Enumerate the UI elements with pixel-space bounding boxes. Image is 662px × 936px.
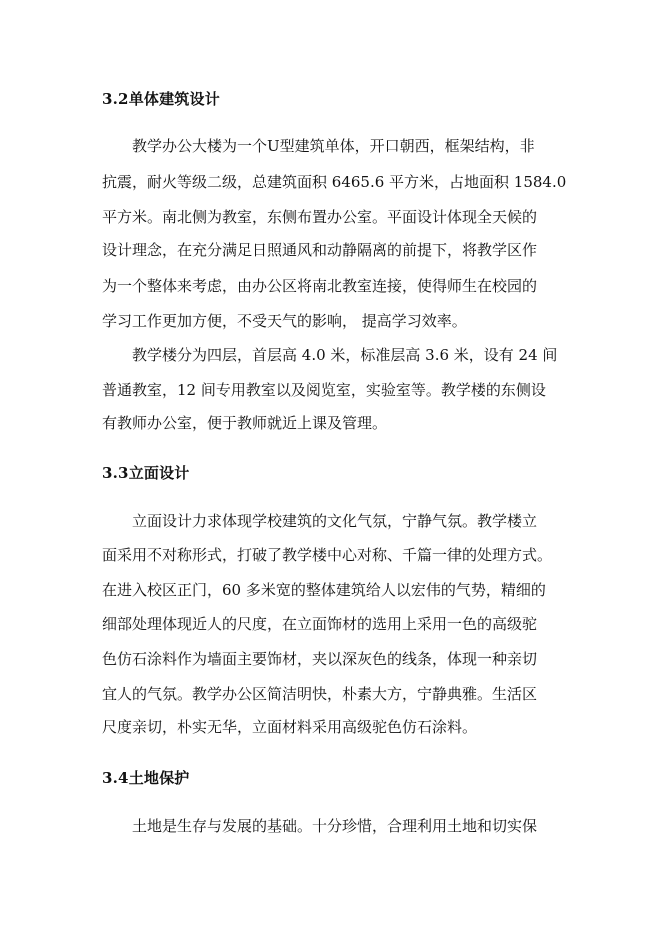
paragraph-line: 为一个整体来考虑，由办公区将南北教室连接，使得师生在校园的	[102, 277, 538, 295]
paragraph-line: 土地是生存与发展的基础。十分珍惜，合理利用土地和切实保	[132, 817, 538, 835]
paragraph-line: 学习工作更加方便，不受天气的影响， 提高学习效率。	[102, 312, 467, 330]
paragraph-line: 教学办公大楼为一个U型建筑单体，开口朝西，框架结构，非	[132, 137, 535, 155]
paragraph-line: 尺度亲切，朴实无华，立面材料采用高级驼色仿石涂料。	[102, 718, 478, 736]
paragraph-line: 教学楼分为四层，首层高 4.0 米，标准层高 3.6 米，设有 24 间	[132, 346, 558, 364]
paragraph-line: 普通教室，12 间专用教室以及阅览室，实验室等。教学楼的东侧设	[102, 381, 546, 399]
paragraph-line: 有教师办公室，便于教师就近上课及管理。	[102, 414, 388, 432]
paragraph-line: 细部处理体现近人的尺度，在立面饰材的选用上采用一色的高级驼	[102, 615, 538, 633]
paragraph-line: 抗震，耐火等级二级，总建筑面积 6465.6 平方米，占地面积 1584.0	[102, 173, 567, 191]
section-heading-3-4: 3.4土地保护	[102, 769, 190, 787]
paragraph-line: 立面设计力求体现学校建筑的文化气氛，宁静气氛。教学楼立	[132, 512, 538, 530]
paragraph-line: 在进入校区正门，60 多米宽的整体建筑给人以宏伟的气势，精细的	[102, 581, 546, 599]
paragraph-line: 色仿石涂料作为墙面主要饰材，夹以深灰色的线条，体现一种亲切	[102, 650, 538, 668]
paragraph-line: 平方米。南北侧为教室，东侧布置办公室。平面设计体现全天候的	[102, 208, 538, 226]
section-heading-3-2: 3.2单体建筑设计	[102, 90, 220, 108]
paragraph-line: 面采用不对称形式，打破了教学楼中心对称、千篇一律的处理方式。	[102, 546, 553, 564]
paragraph-line: 宜人的气氛。教学办公区简洁明快，朴素大方，宁静典雅。生活区	[102, 685, 538, 703]
section-heading-3-3: 3.3立面设计	[102, 464, 190, 482]
paragraph-line: 设计理念，在充分满足日照通风和动静隔离的前提下，将教学区作	[102, 241, 538, 259]
